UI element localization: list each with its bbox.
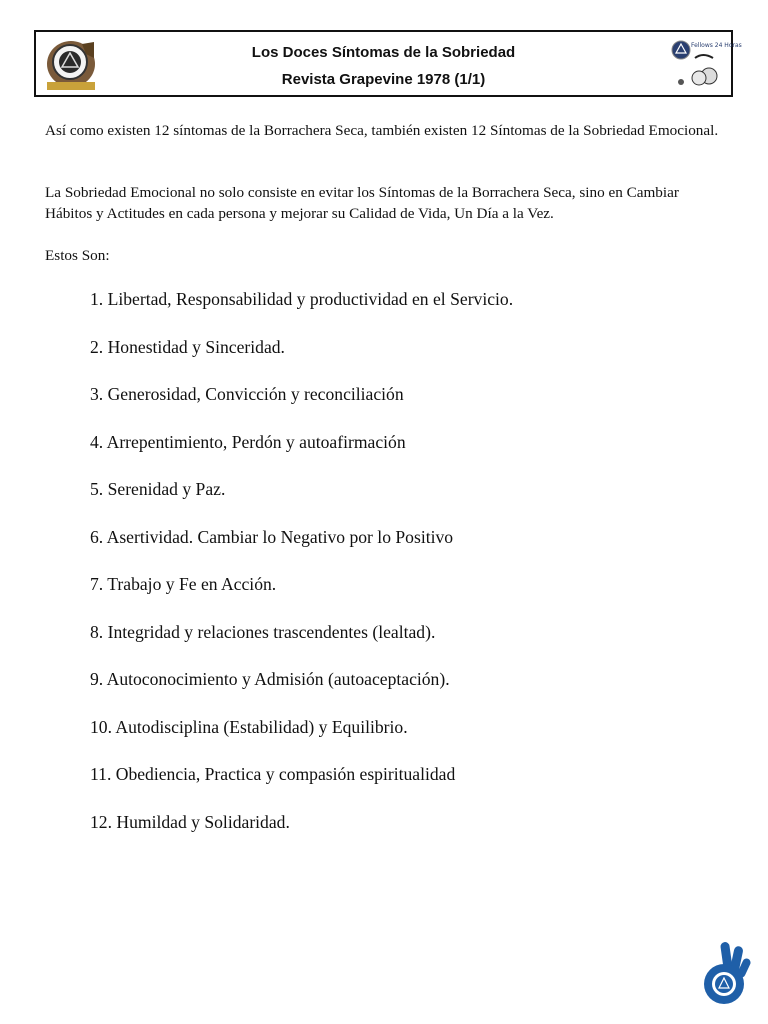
list-item: 11. Obediencia, Practica y compasión espiritualidad	[90, 764, 456, 784]
list-item: 3. Generosidad, Convicción y reconciliación	[90, 384, 404, 404]
list-item: 5. Serenidad y Paz.	[90, 479, 226, 499]
page-title: Los Doces Síntomas de la Sobriedad	[251, 44, 516, 61]
list-item: 10. Autodisciplina (Estabilidad) y Equilibrio.	[90, 716, 408, 737]
intro-paragraph-2: La Sobriedad Emocional no solo consiste en evitar los Síntomas de la Borrachera Seca, sino en Cambiar Hábitos y Actitudes en cada persona y mejorar su Calidad de Vida, Un Día a la Vez.	[45, 184, 679, 222]
list-item: 4. Arrepentimiento, Perdón y autoafirmación	[90, 431, 406, 452]
logo-text: Fellows 24 Horas	[691, 42, 742, 49]
list-item: 1. Libertad, Responsabilidad y productividad en el Servicio.	[90, 289, 514, 309]
header-title-block	[36, 42, 731, 96]
list-item: 12. Humildad y Solidaridad.	[90, 811, 290, 832]
document-header	[34, 30, 742, 97]
list-item: 8. Integridad y relaciones trascendentes (lealtad).	[90, 621, 436, 642]
fellows-24-horas-logo-icon	[669, 38, 742, 92]
symptoms-list	[90, 287, 730, 857]
intro-paragraph-3: Estos Son:	[45, 247, 110, 264]
list-item: 9. Autoconocimiento y Admisión (autoaceptación).	[90, 669, 450, 689]
list-item: 7. Trabajo y Fe en Acción.	[90, 574, 277, 594]
hand-sign-logo-icon	[700, 940, 752, 1006]
list-item: 6. Asertividad. Cambiar lo Negativo por lo Positivo	[90, 526, 454, 547]
intro-paragraph-1: Así como existen 12 síntomas de la Borrachera Seca, también existen 12 Síntomas de la Sobriedad Emocional.	[45, 122, 719, 139]
page-subtitle: Revista Grapevine 1978 (1/1)	[281, 71, 486, 88]
list-item: 2. Honestidad y Sinceridad.	[90, 336, 285, 357]
